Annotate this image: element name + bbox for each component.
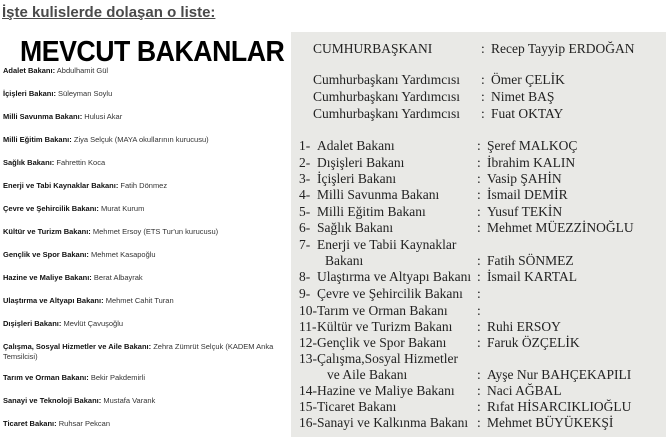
colon: : xyxy=(481,41,485,56)
minister-name: Murat Kurum xyxy=(100,204,145,213)
ministry-label: Çevre ve Şehircilik Bakanı xyxy=(317,286,463,301)
list-item xyxy=(3,319,123,329)
colon: : xyxy=(477,220,481,235)
minister-name: Ziya Selçuk (MAYA okullarının kurucusu) xyxy=(73,135,209,144)
minister-name: Mehmet Cahit Turan xyxy=(105,296,174,305)
minister-role: Gençlik ve Spor Bakanı: xyxy=(3,250,89,259)
minister-role: Çevre ve Şehircilik Bakanı: xyxy=(3,204,99,213)
list-item xyxy=(3,204,144,214)
colon: : xyxy=(477,319,481,334)
row-number: 1- xyxy=(299,138,311,153)
minister-role: Ticaret Bakanı: xyxy=(3,419,57,428)
ministry-label: Gençlik ve Spor Bakanı xyxy=(317,335,447,350)
minister-role: Tarım ve Orman Bakanı: xyxy=(3,373,89,382)
minister-name: Bekir Pakdemirli xyxy=(90,373,146,382)
president-name: Recep Tayyip ERDOĞAN xyxy=(491,41,635,56)
minister-name: Mehmet MÜEZZİNOĞLU xyxy=(487,220,634,235)
vp-name: Nimet BAŞ xyxy=(491,89,555,104)
minister-name: Berat Albayrak xyxy=(93,273,143,282)
minister-name: Zehra Zümrüt Selçuk (KADEM Anka xyxy=(153,342,274,351)
ministry-label: Milli Eğitim Bakanı xyxy=(317,204,426,219)
colon: : xyxy=(477,286,481,301)
page-heading: İşte kulislerde dolaşan o liste: xyxy=(2,4,216,21)
minister-name: Ruhi ERSOY xyxy=(487,319,561,334)
minister-name: Mehmet BÜYÜKEKŞİ xyxy=(487,415,614,430)
minister-name: Mehmet Ersoy (ETS Tur'un kurucusu) xyxy=(92,227,219,236)
row-number: 3- xyxy=(299,171,311,186)
current-ministers-title: MEVCUT BAKANLAR xyxy=(20,36,285,68)
president-label: CUMHURBAŞKANI xyxy=(313,41,433,56)
row-number: 9- xyxy=(299,286,311,301)
list-item xyxy=(3,89,112,99)
list-item xyxy=(3,135,209,145)
colon: : xyxy=(481,89,485,104)
minister-name: İsmail KARTAL xyxy=(487,269,577,284)
row-number: 14- xyxy=(299,383,317,398)
vp-label: Cumhurbaşkanı Yardımcısı xyxy=(313,89,460,104)
vp-name: Fuat OKTAY xyxy=(491,106,564,121)
minister-name: Mevlüt Çavuşoğlu xyxy=(63,319,124,328)
minister-role: Sağlık Bakanı: xyxy=(3,158,55,167)
minister-name: Fahrettin Koca xyxy=(56,158,106,167)
minister-name: Ruhsar Pekcan xyxy=(58,419,111,428)
ministry-label: Enerji ve Tabii Kaynaklar xyxy=(317,237,457,252)
colon: : xyxy=(477,303,481,318)
colon: : xyxy=(481,72,485,87)
ministry-label-continued: Bakanı xyxy=(325,253,364,268)
minister-role: Hazine ve Maliye Bakanı: xyxy=(3,273,92,282)
row-number: 15- xyxy=(299,399,317,414)
minister-role: Adalet Bakanı: xyxy=(3,66,56,75)
colon: : xyxy=(477,367,481,382)
minister-role: Sanayi ve Teknoloji Bakanı: xyxy=(3,396,102,405)
list-item xyxy=(3,158,105,168)
minister-name: Hulusi Akar xyxy=(84,112,123,121)
current-ministers-panel xyxy=(0,32,290,437)
colon: : xyxy=(477,204,481,219)
list-item xyxy=(3,296,174,306)
list-item xyxy=(3,66,108,76)
list-item xyxy=(3,250,156,260)
row-number: 10- xyxy=(299,303,317,318)
minister-name: Süleyman Soylu xyxy=(58,89,113,98)
minister-name: Yusuf TEKİN xyxy=(487,204,563,219)
list-item xyxy=(3,273,143,283)
list-item xyxy=(3,112,122,122)
ministry-label: Tarım ve Orman Bakanı xyxy=(317,303,448,318)
ministry-label: Ulaştırma ve Altyapı Bakanı xyxy=(317,269,472,284)
colon: : xyxy=(477,155,481,170)
minister-role: Ulaştırma ve Altyapı Bakanı: xyxy=(3,296,104,305)
ministry-label: Milli Savunma Bakanı xyxy=(317,187,440,202)
ministry-label: Sanayi ve Kalkınma Bakanı xyxy=(317,415,469,430)
minister-name: Faruk ÖZÇELİK xyxy=(487,335,580,350)
minister-name: Naci AĞBAL xyxy=(487,383,562,398)
minister-name: Rıfat HİSARCIKLIOĞLU xyxy=(487,399,632,414)
vp-label: Cumhurbaşkanı Yardımcısı xyxy=(313,72,460,87)
ministry-label: Kültür ve Turizm Bakanı xyxy=(317,319,453,334)
minister-role: Milli Eğitim Bakanı: xyxy=(3,135,72,144)
minister-name: Fatih Dönmez xyxy=(120,181,168,190)
row-number: 6- xyxy=(299,220,311,235)
minister-name: Şeref MALKOÇ xyxy=(487,138,578,153)
minister-role: İçişleri Bakanı: xyxy=(3,89,56,98)
colon: : xyxy=(477,187,481,202)
row-number: 12- xyxy=(299,335,317,350)
minister-name-continued: Temsilcisi) xyxy=(3,352,38,361)
colon: : xyxy=(481,106,485,121)
ministry-label: Hazine ve Maliye Bakanı xyxy=(317,383,455,398)
list-item xyxy=(3,342,273,362)
colon: : xyxy=(477,138,481,153)
colon: : xyxy=(477,415,481,430)
colon: : xyxy=(477,399,481,414)
minister-name: Ayşe Nur BAHÇEKAPILI xyxy=(487,367,632,382)
list-item xyxy=(3,181,167,191)
row-number: 7- xyxy=(299,237,311,252)
ministry-label: Ticaret Bakanı xyxy=(317,399,397,414)
row-number: 4- xyxy=(299,187,311,202)
leaked-list-photo xyxy=(291,32,666,437)
row-number: 5- xyxy=(299,204,311,219)
minister-name: Mehmet Kasapoğlu xyxy=(90,250,156,259)
list-item xyxy=(3,373,145,383)
minister-role: Kültür ve Turizm Bakanı: xyxy=(3,227,91,236)
row-number: 16- xyxy=(299,415,317,430)
minister-name: İbrahim KALIN xyxy=(487,155,576,170)
ministry-label: Adalet Bakanı xyxy=(317,138,395,153)
colon: : xyxy=(477,171,481,186)
ministry-label: Sağlık Bakanı xyxy=(317,220,394,235)
row-number: 11- xyxy=(299,319,317,334)
colon: : xyxy=(477,269,481,284)
minister-name: Mustafa Varank xyxy=(103,396,156,405)
minister-name: Fatih SÖNMEZ xyxy=(487,253,574,268)
minister-role: Dışişleri Bakanı: xyxy=(3,319,62,328)
ministry-label: Çalışma,Sosyal Hizmetler xyxy=(317,351,458,366)
list-item xyxy=(3,227,218,237)
colon: : xyxy=(477,253,481,268)
minister-name: Abdulhamit Gül xyxy=(56,66,109,75)
minister-role: Enerji ve Tabi Kaynaklar Bakanı: xyxy=(3,181,119,190)
row-number: 2- xyxy=(299,155,311,170)
list-item xyxy=(3,396,155,406)
minister-role: Milli Savunma Bakanı: xyxy=(3,112,83,121)
vp-name: Ömer ÇELİK xyxy=(491,72,565,87)
row-number: 13- xyxy=(299,351,317,366)
minister-name: Vasip ŞAHİN xyxy=(487,171,562,186)
ministry-label: Dışişleri Bakanı xyxy=(317,155,405,170)
vp-label: Cumhurbaşkanı Yardımcısı xyxy=(313,106,460,121)
row-number: 8- xyxy=(299,269,311,284)
minister-role: Çalışma, Sosyal Hizmetler ve Aile Bakanı: xyxy=(3,342,152,351)
ministry-label: İçişleri Bakanı xyxy=(317,171,397,186)
minister-name: İsmail DEMİR xyxy=(487,187,568,202)
list-item xyxy=(3,419,110,429)
colon: : xyxy=(477,335,481,350)
colon: : xyxy=(477,383,481,398)
ministry-label-continued: ve Aile Bakanı xyxy=(327,367,408,382)
